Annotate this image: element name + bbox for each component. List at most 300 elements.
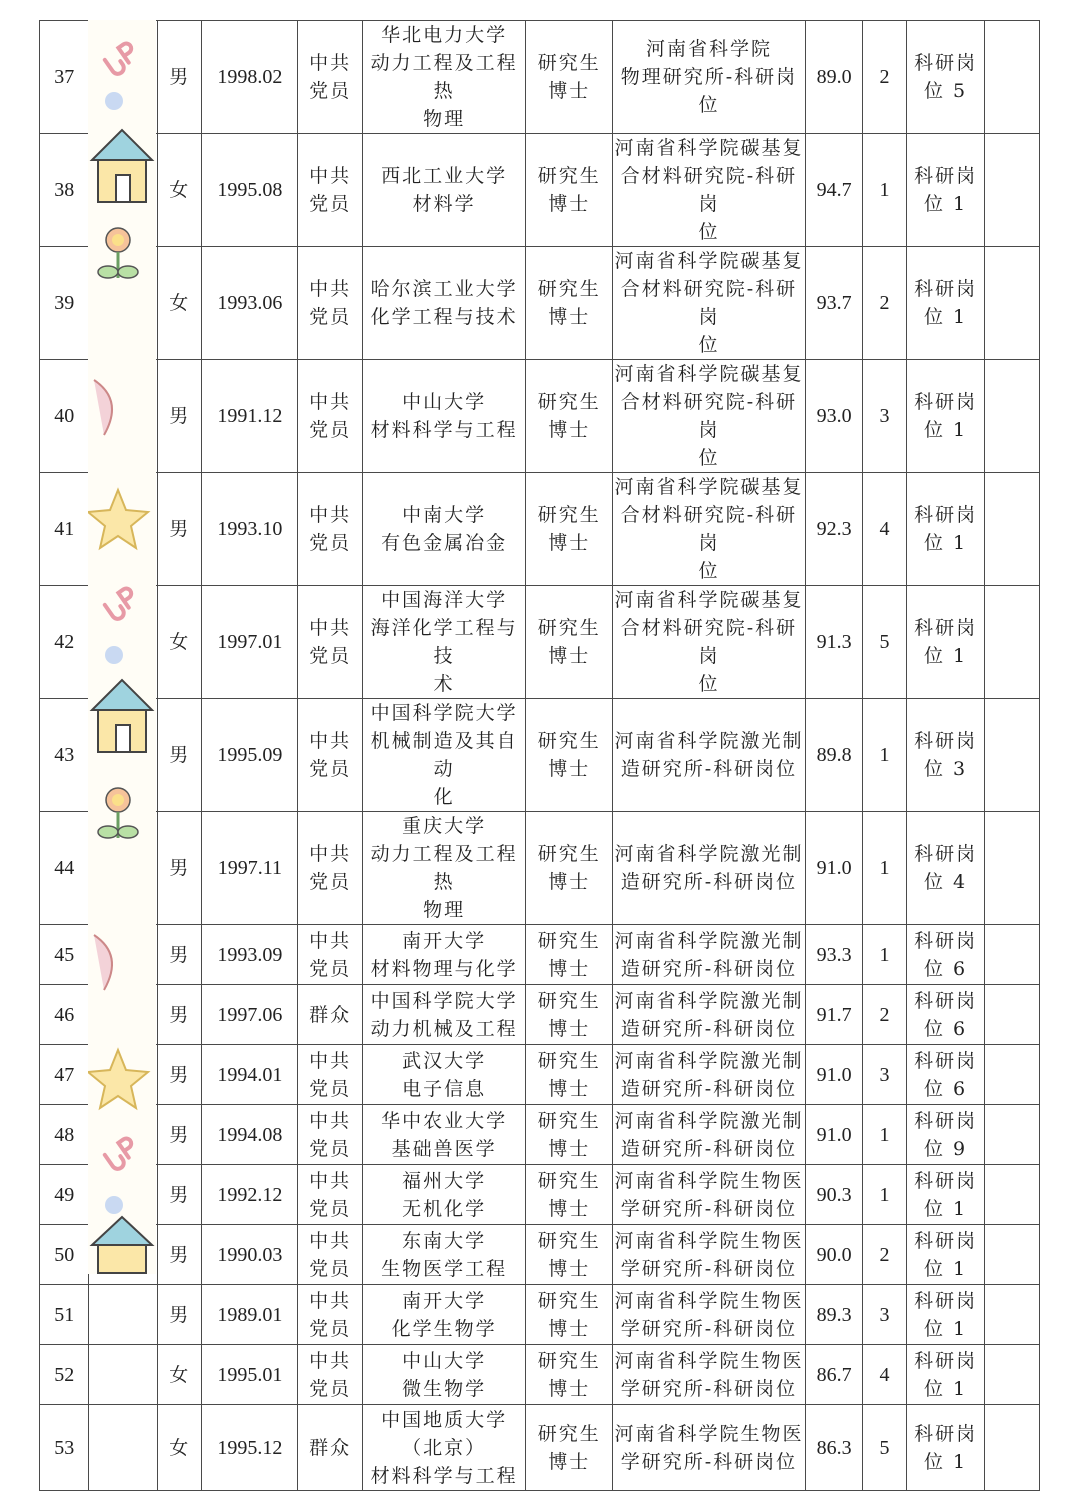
political-status-cell <box>298 21 363 134</box>
school-major-cell-line: 哈尔滨工业大学 <box>370 278 518 300</box>
school-major-cell <box>362 812 525 925</box>
post-cell-line: 位 1 <box>924 1197 968 1220</box>
post-cell <box>906 1045 985 1105</box>
political-status-cell <box>298 1045 363 1105</box>
gender-cell: 男 <box>158 699 202 812</box>
position-cell-line: 学研究所-科研岗位 <box>620 1377 798 1400</box>
school-major-cell-line: 电子信息 <box>402 1077 487 1100</box>
post-cell-line: 位 1 <box>924 306 968 328</box>
position-cell <box>613 1105 806 1165</box>
table-row <box>40 1105 1040 1165</box>
post-cell-line: 位 1 <box>924 1257 968 1280</box>
row-number: 40 <box>40 360 89 473</box>
photo-cell <box>89 247 158 360</box>
degree-cell <box>526 925 613 985</box>
political-status-cell-line: 中共 <box>309 1109 352 1132</box>
birth-date-cell: 1989.01 <box>202 1285 298 1345</box>
political-status-cell <box>298 1225 363 1285</box>
post-cell-line: 科研岗 <box>914 1289 978 1312</box>
position-cell <box>613 134 806 247</box>
degree-cell-line: 博士 <box>548 957 591 980</box>
post-cell-line: 位 1 <box>924 645 968 667</box>
birth-date-cell: 1995.08 <box>202 134 298 247</box>
post-cell-line: 位 3 <box>924 758 968 780</box>
school-major-cell-line: 物理 <box>423 108 466 130</box>
degree-cell-line: 研究生 <box>537 730 601 752</box>
position-cell-line: 位 <box>698 334 720 356</box>
photo-cell <box>89 360 158 473</box>
school-major-cell <box>362 985 525 1045</box>
school-major-cell <box>362 586 525 699</box>
gender-cell: 男 <box>158 1285 202 1345</box>
degree-cell-line: 博士 <box>548 758 591 780</box>
political-status-cell-line: 群众 <box>309 1003 352 1026</box>
birth-date-cell: 1995.09 <box>202 699 298 812</box>
gender-cell: 男 <box>158 985 202 1045</box>
degree-cell-line: 博士 <box>548 1450 591 1473</box>
remarks-cell <box>985 812 1040 925</box>
position-cell-line: 河南省科学院生物医 <box>614 1349 804 1372</box>
degree-cell <box>526 360 613 473</box>
political-status-cell-line: 中共 <box>309 1289 352 1312</box>
post-cell-line: 科研岗 <box>914 1109 978 1132</box>
post-cell-line: 科研岗 <box>914 1422 978 1445</box>
table-row <box>40 985 1040 1045</box>
political-status-cell-line: 中共 <box>309 278 352 300</box>
photo-cell <box>89 699 158 812</box>
post-cell <box>906 699 985 812</box>
row-number: 44 <box>40 812 89 925</box>
table-row <box>40 1285 1040 1345</box>
political-status-cell <box>298 812 363 925</box>
post-cell-line: 位 1 <box>924 193 968 215</box>
birth-date-cell: 1997.11 <box>202 812 298 925</box>
table-body <box>40 21 1040 1491</box>
row-number: 46 <box>40 985 89 1045</box>
degree-cell-line: 研究生 <box>537 1349 601 1372</box>
gender-cell: 男 <box>158 360 202 473</box>
rank-cell: 4 <box>863 1345 906 1405</box>
position-cell-line: 河南省科学院激光制 <box>614 730 804 752</box>
position-cell <box>613 699 806 812</box>
photo-cell <box>89 134 158 247</box>
rank-cell: 3 <box>863 360 906 473</box>
rank-cell: 2 <box>863 985 906 1045</box>
position-cell-line: 造研究所-科研岗位 <box>620 871 798 893</box>
position-cell-line: 合材料研究院-科研岗 <box>620 278 798 328</box>
school-major-cell-line: 海洋化学工程与技 <box>370 617 518 667</box>
score-cell: 91.0 <box>805 1105 863 1165</box>
political-status-cell-line: 党员 <box>309 645 352 667</box>
post-cell-line: 位 1 <box>924 419 968 441</box>
degree-cell-line: 研究生 <box>537 1169 601 1192</box>
position-cell-line: 造研究所-科研岗位 <box>620 758 798 780</box>
birth-date-cell: 1992.12 <box>202 1165 298 1225</box>
school-major-cell-line: 中国科学院大学 <box>370 702 518 724</box>
political-status-cell <box>298 1405 363 1491</box>
position-cell-line: 河南省科学院碳基复 <box>614 476 804 498</box>
school-major-cell-line: 南开大学 <box>402 929 487 952</box>
position-cell-line: 合材料研究院-科研岗 <box>620 504 798 554</box>
school-major-cell-line: 动力工程及工程热 <box>370 843 518 893</box>
rank-cell: 5 <box>863 1405 906 1491</box>
table-row <box>40 1405 1040 1491</box>
position-cell-line: 河南省科学院生物医 <box>614 1289 804 1312</box>
rank-cell: 2 <box>863 21 906 134</box>
rank-cell: 1 <box>863 134 906 247</box>
score-cell: 93.0 <box>805 360 863 473</box>
post-cell <box>906 1105 985 1165</box>
post-cell-line: 位 9 <box>924 1137 968 1160</box>
score-cell: 91.0 <box>805 812 863 925</box>
gender-cell: 男 <box>158 1225 202 1285</box>
school-major-cell-line: 有色金属冶金 <box>381 532 508 554</box>
gender-cell: 男 <box>158 1105 202 1165</box>
political-status-cell-line: 中共 <box>309 391 352 413</box>
position-cell <box>613 1045 806 1105</box>
row-number: 53 <box>40 1405 89 1491</box>
degree-cell <box>526 21 613 134</box>
school-major-cell-line: 材料科学与工程 <box>370 1464 518 1487</box>
birth-date-cell: 1991.12 <box>202 360 298 473</box>
political-status-cell <box>298 1105 363 1165</box>
position-cell-line: 河南省科学院碳基复 <box>614 589 804 611</box>
school-major-cell-line: 中国地质大学 <box>381 1408 508 1431</box>
political-status-cell-line: 党员 <box>309 419 352 441</box>
remarks-cell <box>985 925 1040 985</box>
school-major-cell-line: 术 <box>433 673 455 695</box>
post-cell-line: 科研岗 <box>914 278 978 300</box>
table-row <box>40 925 1040 985</box>
post-cell <box>906 473 985 586</box>
school-major-cell-line: 中南大学 <box>402 504 487 526</box>
degree-cell-line: 博士 <box>548 1317 591 1340</box>
photo-cell <box>89 586 158 699</box>
political-status-cell-line: 中共 <box>309 843 352 865</box>
remarks-cell <box>985 1165 1040 1225</box>
degree-cell-line: 研究生 <box>537 52 601 74</box>
position-cell-line: 河南省科学院生物医 <box>614 1229 804 1252</box>
degree-cell <box>526 1105 613 1165</box>
table-row <box>40 247 1040 360</box>
post-cell-line: 科研岗 <box>914 989 978 1012</box>
table-row <box>40 812 1040 925</box>
post-cell-line: 位 6 <box>924 1017 968 1040</box>
score-cell: 93.7 <box>805 247 863 360</box>
row-number: 43 <box>40 699 89 812</box>
degree-cell <box>526 812 613 925</box>
remarks-cell <box>985 1105 1040 1165</box>
row-number: 47 <box>40 1045 89 1105</box>
degree-cell-line: 博士 <box>548 1197 591 1220</box>
post-cell-line: 位 6 <box>924 1077 968 1100</box>
political-status-cell <box>298 247 363 360</box>
gender-cell: 男 <box>158 1165 202 1225</box>
degree-cell <box>526 985 613 1045</box>
post-cell-line: 科研岗 <box>914 1169 978 1192</box>
degree-cell-line: 研究生 <box>537 391 601 413</box>
political-status-cell-line: 党员 <box>309 1377 352 1400</box>
school-major-cell-line: （北京） <box>402 1436 487 1459</box>
post-cell <box>906 925 985 985</box>
position-cell <box>613 360 806 473</box>
post-cell-line: 科研岗 <box>914 843 978 865</box>
rank-cell: 1 <box>863 1105 906 1165</box>
row-number: 37 <box>40 21 89 134</box>
position-cell <box>613 1225 806 1285</box>
political-status-cell <box>298 1345 363 1405</box>
position-cell-line: 河南省科学院 <box>645 38 772 60</box>
post-cell-line: 位 6 <box>924 957 968 980</box>
photo-cell <box>89 1345 158 1405</box>
row-number: 45 <box>40 925 89 985</box>
post-cell <box>906 1405 985 1491</box>
birth-date-cell: 1993.09 <box>202 925 298 985</box>
school-major-cell-line: 物理 <box>423 899 466 921</box>
remarks-cell <box>985 1045 1040 1105</box>
school-major-cell-line: 基础兽医学 <box>391 1137 497 1160</box>
table-row <box>40 699 1040 812</box>
table-row <box>40 21 1040 134</box>
birth-date-cell: 1995.12 <box>202 1405 298 1491</box>
school-major-cell <box>362 134 525 247</box>
score-cell: 91.3 <box>805 586 863 699</box>
remarks-cell <box>985 247 1040 360</box>
school-major-cell-line: 生物医学工程 <box>381 1257 508 1280</box>
position-cell-line: 学研究所-科研岗位 <box>620 1257 798 1280</box>
school-major-cell-line: 南开大学 <box>402 1289 487 1312</box>
degree-cell-line: 研究生 <box>537 1229 601 1252</box>
political-status-cell <box>298 360 363 473</box>
birth-date-cell: 1993.06 <box>202 247 298 360</box>
school-major-cell <box>362 360 525 473</box>
score-cell: 91.7 <box>805 985 863 1045</box>
post-cell <box>906 586 985 699</box>
political-status-cell-line: 党员 <box>309 1197 352 1220</box>
rank-cell: 1 <box>863 1165 906 1225</box>
post-cell <box>906 134 985 247</box>
remarks-cell <box>985 1345 1040 1405</box>
political-status-cell-line: 中共 <box>309 730 352 752</box>
political-status-cell <box>298 925 363 985</box>
table-row <box>40 1165 1040 1225</box>
photo-cell <box>89 1285 158 1345</box>
school-major-cell-line: 武汉大学 <box>402 1049 487 1072</box>
position-cell <box>613 1405 806 1491</box>
row-number: 48 <box>40 1105 89 1165</box>
school-major-cell <box>362 1045 525 1105</box>
birth-date-cell: 1993.10 <box>202 473 298 586</box>
score-cell: 91.0 <box>805 1045 863 1105</box>
school-major-cell-line: 中山大学 <box>402 1349 487 1372</box>
photo-cell <box>89 1105 158 1165</box>
political-status-cell-line: 党员 <box>309 306 352 328</box>
post-cell-line: 位 1 <box>924 1450 968 1473</box>
post-cell <box>906 1345 985 1405</box>
gender-cell: 女 <box>158 134 202 247</box>
degree-cell <box>526 1285 613 1345</box>
degree-cell-line: 研究生 <box>537 843 601 865</box>
school-major-cell-line: 动力工程及工程热 <box>370 52 518 102</box>
remarks-cell <box>985 360 1040 473</box>
school-major-cell <box>362 1285 525 1345</box>
score-cell: 89.3 <box>805 1285 863 1345</box>
school-major-cell-line: 华北电力大学 <box>381 24 508 46</box>
position-cell-line: 合材料研究院-科研岗 <box>620 617 798 667</box>
political-status-cell-line: 党员 <box>309 1137 352 1160</box>
post-cell <box>906 812 985 925</box>
political-status-cell <box>298 586 363 699</box>
post-cell-line: 科研岗 <box>914 617 978 639</box>
degree-cell-line: 博士 <box>548 645 591 667</box>
political-status-cell-line: 党员 <box>309 1257 352 1280</box>
post-cell-line: 科研岗 <box>914 1349 978 1372</box>
degree-cell-line: 博士 <box>548 1077 591 1100</box>
political-status-cell <box>298 985 363 1045</box>
school-major-cell <box>362 21 525 134</box>
row-number: 51 <box>40 1285 89 1345</box>
remarks-cell <box>985 21 1040 134</box>
position-cell-line: 河南省科学院碳基复 <box>614 363 804 385</box>
school-major-cell-line: 中国海洋大学 <box>381 589 508 611</box>
score-cell: 86.3 <box>805 1405 863 1491</box>
degree-cell <box>526 473 613 586</box>
remarks-cell <box>985 134 1040 247</box>
position-cell-line: 学研究所-科研岗位 <box>620 1197 798 1220</box>
school-major-cell-line: 动力机械及工程 <box>370 1017 518 1040</box>
school-major-cell-line: 化 <box>433 786 455 808</box>
political-status-cell-line: 党员 <box>309 1317 352 1340</box>
remarks-cell <box>985 1405 1040 1491</box>
position-cell-line: 河南省科学院激光制 <box>614 1049 804 1072</box>
rank-cell: 1 <box>863 812 906 925</box>
degree-cell-line: 博士 <box>548 193 591 215</box>
gender-cell: 男 <box>158 473 202 586</box>
school-major-cell <box>362 473 525 586</box>
degree-cell <box>526 1045 613 1105</box>
political-status-cell <box>298 134 363 247</box>
position-cell-line: 河南省科学院激光制 <box>614 843 804 865</box>
degree-cell <box>526 247 613 360</box>
degree-cell-line: 研究生 <box>537 989 601 1012</box>
degree-cell <box>526 1225 613 1285</box>
degree-cell <box>526 1165 613 1225</box>
birth-date-cell: 1994.01 <box>202 1045 298 1105</box>
photo-cell <box>89 985 158 1045</box>
degree-cell-line: 博士 <box>548 1137 591 1160</box>
school-major-cell-line: 微生物学 <box>402 1377 487 1400</box>
position-cell-line: 河南省科学院生物医 <box>614 1169 804 1192</box>
row-number: 52 <box>40 1345 89 1405</box>
political-status-cell-line: 中共 <box>309 1169 352 1192</box>
post-cell <box>906 21 985 134</box>
photo-cell <box>89 1045 158 1105</box>
school-major-cell-line: 中山大学 <box>402 391 487 413</box>
degree-cell-line: 博士 <box>548 306 591 328</box>
rank-cell: 4 <box>863 473 906 586</box>
photo-cell <box>89 1165 158 1225</box>
table-row <box>40 586 1040 699</box>
table-row <box>40 1045 1040 1105</box>
post-cell-line: 科研岗 <box>914 165 978 187</box>
school-major-cell-line: 材料学 <box>412 193 476 215</box>
political-status-cell-line: 中共 <box>309 1349 352 1372</box>
post-cell <box>906 360 985 473</box>
school-major-cell-line: 材料物理与化学 <box>370 957 518 980</box>
post-cell <box>906 247 985 360</box>
score-cell: 94.7 <box>805 134 863 247</box>
photo-cell <box>89 1225 158 1285</box>
political-status-cell-line: 中共 <box>309 1049 352 1072</box>
rank-cell: 3 <box>863 1045 906 1105</box>
table-row <box>40 1225 1040 1285</box>
position-cell-line: 位 <box>698 673 720 695</box>
school-major-cell-line: 东南大学 <box>402 1229 487 1252</box>
score-cell: 92.3 <box>805 473 863 586</box>
position-cell <box>613 1285 806 1345</box>
position-cell-line: 河南省科学院激光制 <box>614 929 804 952</box>
school-major-cell-line: 化学工程与技术 <box>370 306 518 328</box>
position-cell <box>613 985 806 1045</box>
gender-cell: 男 <box>158 812 202 925</box>
table-row <box>40 360 1040 473</box>
rank-cell: 5 <box>863 586 906 699</box>
degree-cell <box>526 699 613 812</box>
position-cell-line: 位 <box>698 447 720 469</box>
degree-cell-line: 研究生 <box>537 1289 601 1312</box>
gender-cell: 女 <box>158 247 202 360</box>
school-major-cell <box>362 1345 525 1405</box>
political-status-cell-line: 中共 <box>309 165 352 187</box>
school-major-cell <box>362 1105 525 1165</box>
political-status-cell-line: 党员 <box>309 758 352 780</box>
post-cell <box>906 1165 985 1225</box>
school-major-cell-line: 化学生物学 <box>391 1317 497 1340</box>
row-number: 38 <box>40 134 89 247</box>
score-cell: 93.3 <box>805 925 863 985</box>
school-major-cell <box>362 1165 525 1225</box>
rank-cell: 3 <box>863 1285 906 1345</box>
position-cell <box>613 1165 806 1225</box>
degree-cell-line: 博士 <box>548 1017 591 1040</box>
photo-cell <box>89 473 158 586</box>
position-cell-line: 河南省科学院激光制 <box>614 1109 804 1132</box>
school-major-cell <box>362 925 525 985</box>
degree-cell-line: 研究生 <box>537 504 601 526</box>
remarks-cell <box>985 586 1040 699</box>
birth-date-cell: 1990.03 <box>202 1225 298 1285</box>
gender-cell: 女 <box>158 1345 202 1405</box>
position-cell-line: 位 <box>698 560 720 582</box>
political-status-cell <box>298 699 363 812</box>
photo-cell <box>89 21 158 134</box>
position-cell-line: 造研究所-科研岗位 <box>620 1077 798 1100</box>
school-major-cell <box>362 1225 525 1285</box>
position-cell-line: 河南省科学院激光制 <box>614 989 804 1012</box>
political-status-cell <box>298 1285 363 1345</box>
post-cell-line: 科研岗 <box>914 391 978 413</box>
score-cell: 90.0 <box>805 1225 863 1285</box>
degree-cell-line: 研究生 <box>537 929 601 952</box>
political-status-cell-line: 中共 <box>309 52 352 74</box>
photo-cell <box>89 1405 158 1491</box>
political-status-cell-line: 党员 <box>309 532 352 554</box>
position-cell <box>613 21 806 134</box>
gender-cell: 女 <box>158 586 202 699</box>
position-cell <box>613 812 806 925</box>
birth-date-cell: 1997.06 <box>202 985 298 1045</box>
degree-cell-line: 研究生 <box>537 165 601 187</box>
